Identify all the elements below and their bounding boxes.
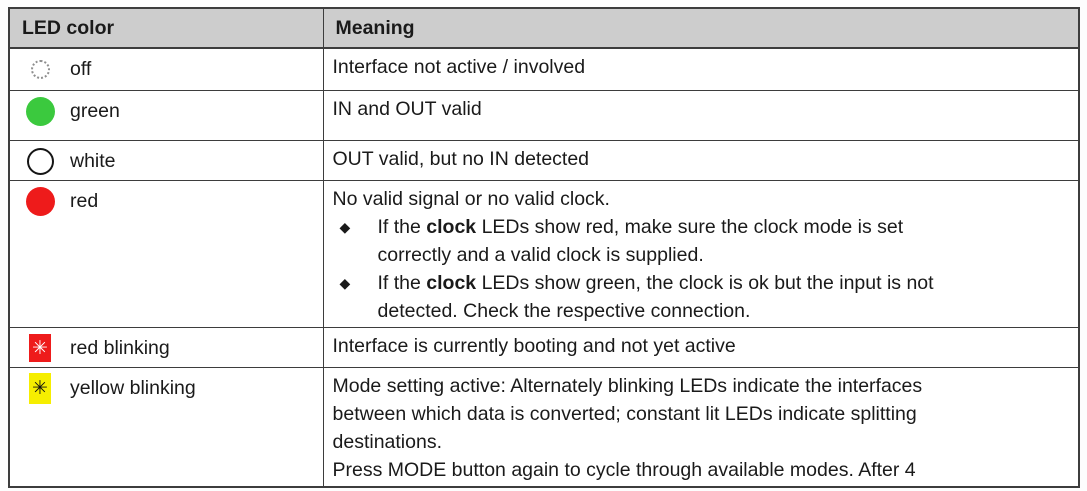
led-yellow-blinking-icon [29,373,51,404]
led-cell-green [9,90,323,140]
meaning-cell-red-blinking [323,327,1079,367]
table-row-red-blinking [9,327,1079,367]
led-label: white [70,149,116,172]
bullet-item [333,213,1069,269]
header-meaning [323,8,1079,48]
led-green-icon [26,97,55,126]
led-cell-content [23,372,317,405]
meaning-cell-red [323,180,1079,327]
led-red-blinking-icon [29,334,51,362]
bullet-text: If the clock LEDs show red, make sure the clock mode is set correctly and a valid clock is supplied. [377,215,904,266]
meaning-intro: No valid signal or no valid clock. [332,187,610,210]
meaning-cell-white [323,140,1079,180]
table-row-off [9,48,1079,90]
meaning-line: between which data is converted; constant lit LEDs indicate splitting [332,402,917,425]
blink-asterisk-glyph: ✳ [32,377,48,399]
led-cell-content [23,332,317,365]
led-label: yellow blinking [70,376,196,399]
bullet-text: If the clock LEDs show green, the clock is ok but the input is not detected. Check the respective connection. [377,271,934,322]
bullet-item [333,269,1069,325]
meaning-line: Mode setting active: Alternately blinking LEDs indicate the interfaces [332,374,923,397]
led-cell-red [9,180,323,327]
table-header-row [9,8,1079,48]
led-white-icon [27,148,54,175]
table-row-green [9,90,1079,140]
led-label: red [70,189,99,212]
led-color-table [8,7,1080,488]
led-cell-content [23,185,317,218]
diamond-bullet-icon: ◆ [339,218,351,235]
led-cell-content [23,53,317,86]
led-label: red blinking [70,336,170,359]
led-cell-content [23,145,317,178]
meaning-line: destinations. [332,430,442,453]
led-cell-red-blinking [9,327,323,367]
table-row-red [9,180,1079,327]
led-label: off [70,58,92,80]
led-cell-yellow-blinking [9,367,323,487]
meaning-cell-yellow-blinking [323,367,1079,487]
led-cell-content [23,95,317,128]
led-cell-off [9,48,323,90]
led-cell-white [9,140,323,180]
blink-asterisk-glyph: ✳ [32,337,48,359]
meaning-text: IN and OUT valid [332,97,482,120]
led-red-icon [26,187,55,216]
meaning-text: OUT valid, but no IN detected [332,147,590,170]
led-label: green [70,99,120,122]
meaning-line: Press MODE button again to cycle through available modes. After 4 [332,458,916,481]
meaning-text: Interface not active / involved [332,56,586,78]
led-off-icon [31,60,50,79]
meaning-text: Interface is currently booting and not yet active [332,334,736,357]
table-row-white [9,140,1079,180]
diamond-bullet-icon: ◆ [339,274,351,291]
meaning-cell-off [323,48,1079,90]
header-led-color-label: LED color [22,17,115,39]
header-meaning-label: Meaning [335,17,415,39]
header-led-color [9,8,323,48]
table-row-yellow-blinking [9,367,1079,487]
meaning-cell-green [323,90,1079,140]
